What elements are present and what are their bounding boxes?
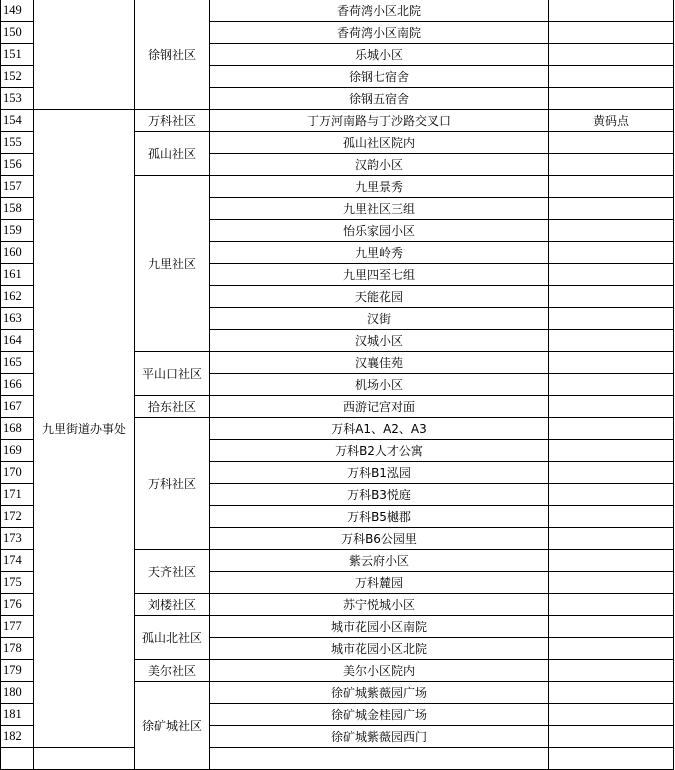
location-cell: 城市花园小区南院 (210, 616, 549, 638)
location-cell: 万科B5樾郡 (210, 506, 549, 528)
note-cell (549, 682, 674, 704)
table-body (1, 0, 674, 770)
location-cell: 香荷湾小区北院 (210, 0, 549, 22)
row-number: 166 (1, 374, 34, 396)
note-cell (549, 66, 674, 88)
location-cell: 苏宁悦城小区 (210, 594, 549, 616)
location-cell: 天能花园 (210, 286, 549, 308)
row-number: 158 (1, 198, 34, 220)
location-cell: 汉城小区 (210, 330, 549, 352)
row-number: 160 (1, 242, 34, 264)
location-cell: 西游记宫对面 (210, 396, 549, 418)
location-cell: 乐城小区 (210, 44, 549, 66)
note-cell (549, 506, 674, 528)
row-number: 168 (1, 418, 34, 440)
table-row (1, 0, 674, 22)
row-number: 152 (1, 66, 34, 88)
location-cell: 香荷湾小区南院 (210, 22, 549, 44)
row-number (1, 748, 34, 770)
community-cell: 九里社区 (135, 176, 210, 352)
community-cell: 万科社区 (135, 110, 210, 132)
row-number: 173 (1, 528, 34, 550)
row-number: 163 (1, 308, 34, 330)
location-cell: 汉韵小区 (210, 154, 549, 176)
note-cell (549, 550, 674, 572)
note-cell (549, 726, 674, 748)
community-cell: 徐矿城社区 (135, 682, 210, 770)
community-cell: 天齐社区 (135, 550, 210, 594)
community-cell: 美尔社区 (135, 660, 210, 682)
note-cell (549, 44, 674, 66)
office-cell: 九里街道办事处 (34, 110, 135, 748)
note-cell (549, 220, 674, 242)
community-cell: 孤山社区 (135, 132, 210, 176)
row-number: 162 (1, 286, 34, 308)
community-cell: 万科社区 (135, 418, 210, 550)
note-cell (549, 242, 674, 264)
community-cell (34, 748, 135, 770)
location-cell: 丁万河南路与丁沙路交叉口 (210, 110, 549, 132)
row-number: 169 (1, 440, 34, 462)
row-number: 177 (1, 616, 34, 638)
location-cell: 城市花园小区北院 (210, 638, 549, 660)
location-cell: 紫云府小区 (210, 550, 549, 572)
row-number: 164 (1, 330, 34, 352)
row-number: 157 (1, 176, 34, 198)
note-cell (549, 198, 674, 220)
location-cell: 九里四至七组 (210, 264, 549, 286)
row-number: 161 (1, 264, 34, 286)
note-cell (549, 572, 674, 594)
row-number: 175 (1, 572, 34, 594)
row-number: 172 (1, 506, 34, 528)
note-cell (549, 0, 674, 22)
community-cell: 孤山北社区 (135, 616, 210, 660)
note-cell (549, 616, 674, 638)
location-cell: 九里景秀 (210, 176, 549, 198)
table-row (1, 748, 674, 770)
row-number: 154 (1, 110, 34, 132)
row-number: 179 (1, 660, 34, 682)
note-cell (549, 440, 674, 462)
note-cell (549, 88, 674, 110)
row-number: 155 (1, 132, 34, 154)
location-cell: 徐钢五宿舍 (210, 88, 549, 110)
note-cell (549, 462, 674, 484)
note-cell (549, 308, 674, 330)
note-cell (549, 748, 674, 770)
location-cell: 徐矿城金桂园广场 (210, 704, 549, 726)
location-cell: 万科B6公园里 (210, 528, 549, 550)
location-cell: 万科麓园 (210, 572, 549, 594)
row-number: 151 (1, 44, 34, 66)
note-cell: 黄码点 (549, 110, 674, 132)
row-number: 159 (1, 220, 34, 242)
row-number: 156 (1, 154, 34, 176)
location-cell (210, 748, 549, 770)
row-number: 182 (1, 726, 34, 748)
note-cell (549, 594, 674, 616)
row-number: 178 (1, 638, 34, 660)
location-cell: 万科B3悦庭 (210, 484, 549, 506)
note-cell (549, 352, 674, 374)
location-cell: 美尔小区院内 (210, 660, 549, 682)
location-cell: 万科B1泓园 (210, 462, 549, 484)
note-cell (549, 374, 674, 396)
note-cell (549, 638, 674, 660)
note-cell (549, 704, 674, 726)
row-number: 150 (1, 22, 34, 44)
note-cell (549, 660, 674, 682)
row-number: 180 (1, 682, 34, 704)
community-cell: 拾东社区 (135, 396, 210, 418)
location-cell: 汉街 (210, 308, 549, 330)
note-cell (549, 528, 674, 550)
note-cell (549, 22, 674, 44)
note-cell (549, 396, 674, 418)
row-number: 181 (1, 704, 34, 726)
row-number: 167 (1, 396, 34, 418)
row-number: 176 (1, 594, 34, 616)
note-cell (549, 330, 674, 352)
note-cell (549, 176, 674, 198)
note-cell (549, 484, 674, 506)
location-cell: 徐钢七宿舍 (210, 66, 549, 88)
row-number: 170 (1, 462, 34, 484)
row-number: 165 (1, 352, 34, 374)
community-cell: 徐钢社区 (135, 0, 210, 110)
note-cell (549, 132, 674, 154)
location-cell: 怡乐家园小区 (210, 220, 549, 242)
location-cell: 万科A1、A2、A3 (210, 418, 549, 440)
note-cell (549, 264, 674, 286)
location-cell: 徐矿城紫薇园广场 (210, 682, 549, 704)
note-cell (549, 154, 674, 176)
location-cell: 机场小区 (210, 374, 549, 396)
office-cell (34, 0, 135, 110)
community-cell: 平山口社区 (135, 352, 210, 396)
community-cell: 刘楼社区 (135, 594, 210, 616)
row-number: 153 (1, 88, 34, 110)
note-cell (549, 418, 674, 440)
location-cell: 徐矿城紫薇园西门 (210, 726, 549, 748)
table-row (1, 110, 674, 132)
location-cell: 九里社区三组 (210, 198, 549, 220)
location-cell: 孤山社区院内 (210, 132, 549, 154)
note-cell (549, 286, 674, 308)
location-cell: 九里岭秀 (210, 242, 549, 264)
location-cell: 万科B2人才公寓 (210, 440, 549, 462)
row-number: 174 (1, 550, 34, 572)
row-number: 149 (1, 0, 34, 22)
row-number: 171 (1, 484, 34, 506)
location-cell: 汉襄佳苑 (210, 352, 549, 374)
